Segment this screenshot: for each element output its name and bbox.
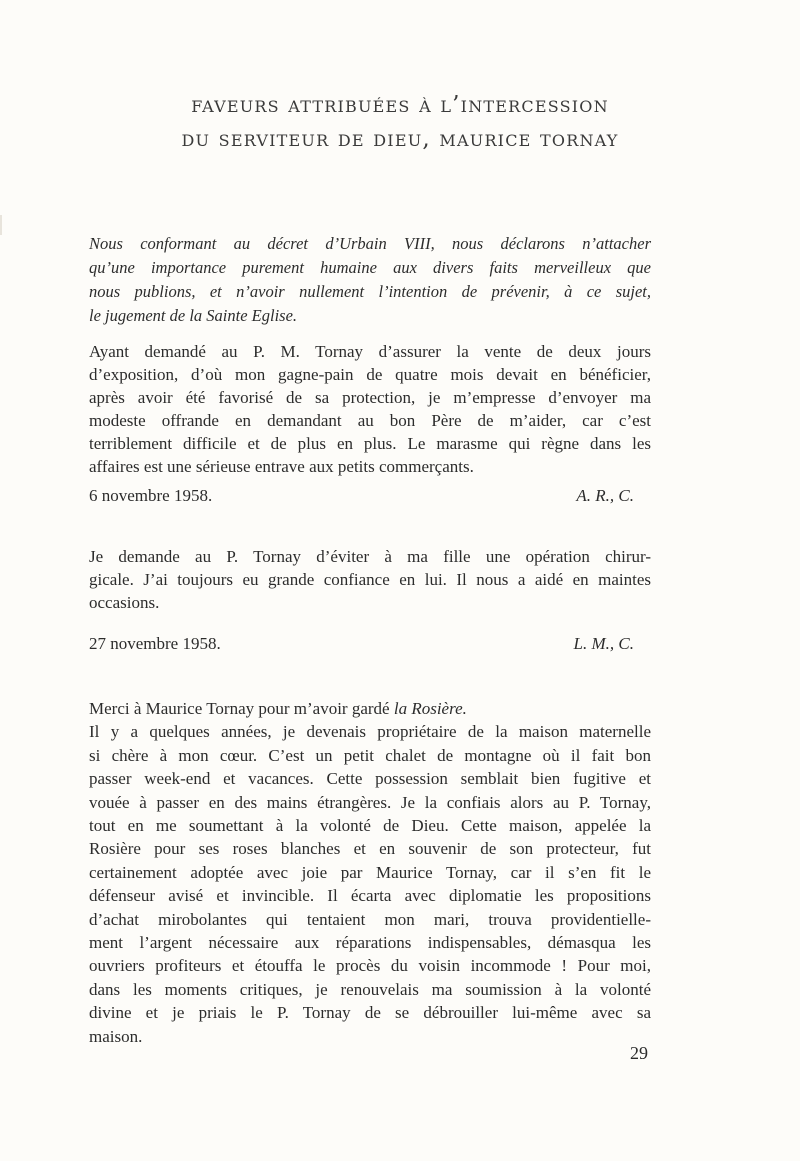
testimony-date: 6 novembre 1958. bbox=[89, 486, 213, 505]
scan-margin-mark bbox=[0, 215, 2, 235]
testimony-line: après avoir été favorisé de sa protection, je m’empresse d’envoyer ma bbox=[89, 388, 651, 407]
testimony-line: gicale. J’ai toujours eu grande confiance en lui. Il nous a aidé en maintes bbox=[89, 570, 651, 589]
testimony-2-signature bbox=[89, 632, 634, 655]
testimony-line: Je demande au P. Tornay d’éviter à ma fille une opération chirur- bbox=[89, 547, 651, 566]
testimony-line: divine et je priais le P. Tornay de se débrouiller lui-même avec sa bbox=[89, 1003, 651, 1023]
testimony-line: Rosière pour ses roses blanches et en souvenir de son protecteur, fut bbox=[89, 839, 651, 859]
testimony-initials: A. R., C. bbox=[576, 486, 634, 505]
notice-line: qu’une importance purement humaine aux divers faits merveilleux que bbox=[89, 258, 651, 277]
decree-notice bbox=[89, 232, 651, 328]
testimony-line: modeste offrande en demandant au bon Père de m’aider, car c’est bbox=[89, 411, 651, 430]
testimony-line-text: Merci à Maurice Tornay pour m’avoir gardé bbox=[89, 699, 394, 718]
testimony-line: certainement adoptée avec joie par Maurice Tornay, car il s’en fit le bbox=[89, 862, 651, 882]
testimony-line: passer week-end et vacances. Cette possession semblait bien fugitive et bbox=[89, 769, 651, 789]
testimony-line: terriblement difficile et de plus en plus. Le marasme qui règne dans les bbox=[89, 434, 651, 453]
testimony-line: dans les moments critiques, je renouvelais ma soumission à la volonté bbox=[89, 979, 651, 999]
testimony-line: si chère à mon cœur. C’est un petit chalet de montagne où il fait bon bbox=[89, 745, 651, 765]
testimony-initials: L. M., C. bbox=[573, 634, 634, 653]
testimony-line: tout en me soumettant à la volonté de Dieu. Cette maison, appelée la bbox=[89, 816, 651, 836]
house-name: la Rosière. bbox=[393, 699, 467, 718]
testimony-line: d’achat mirobolantes qui tentaient mon mari, trouva providentielle- bbox=[89, 909, 651, 929]
page-title bbox=[100, 88, 700, 156]
notice-line: nous publions, et n’avoir nullement l’intention de prévenir, à ce sujet, bbox=[89, 282, 651, 301]
testimony-first-line bbox=[89, 697, 651, 720]
page-number: 29 bbox=[630, 1043, 648, 1063]
testimony-3 bbox=[89, 697, 651, 1048]
testimony-line: Il y a quelques années, je devenais propriétaire de la maison maternelle bbox=[89, 722, 651, 742]
title-line-1: faveurs attribuées à l’intercession bbox=[191, 92, 609, 118]
notice-line: le jugement de la Sainte Eglise. bbox=[89, 306, 298, 325]
testimony-2 bbox=[89, 545, 651, 614]
testimony-line: défenseur avisé et invincible. Il écarta avec diplomatie les propositions bbox=[89, 886, 651, 906]
testimony-line: d’exposition, d’où mon gagne-pain de quatre mois devait en bénéficier, bbox=[89, 365, 651, 384]
testimony-date: 27 novembre 1958. bbox=[89, 634, 221, 653]
testimony-line: occasions. bbox=[89, 593, 160, 612]
testimony-line: affaires est une sérieuse entrave aux petits commerçants. bbox=[89, 457, 474, 476]
testimony-line: vouée à passer en des mains étrangères. Je la confiais alors au P. Tornay, bbox=[89, 792, 651, 812]
testimony-1 bbox=[89, 340, 651, 478]
testimony-line: maison. bbox=[89, 1026, 143, 1046]
testimony-line: ment l’argent nécessaire aux réparations indispensables, démasqua les bbox=[89, 933, 651, 953]
testimony-line: ouvriers profiteurs et étouffa le procès du voisin incommode ! Pour moi, bbox=[89, 956, 651, 976]
testimony-1-signature bbox=[89, 484, 634, 507]
notice-line: Nous conformant au décret d’Urbain VIII, nous déclarons n’attacher bbox=[89, 234, 651, 253]
title-line-2: du serviteur de dieu, maurice tornay bbox=[181, 126, 619, 152]
testimony-line: Ayant demandé au P. M. Tornay d’assurer la vente de deux jours bbox=[89, 342, 651, 361]
